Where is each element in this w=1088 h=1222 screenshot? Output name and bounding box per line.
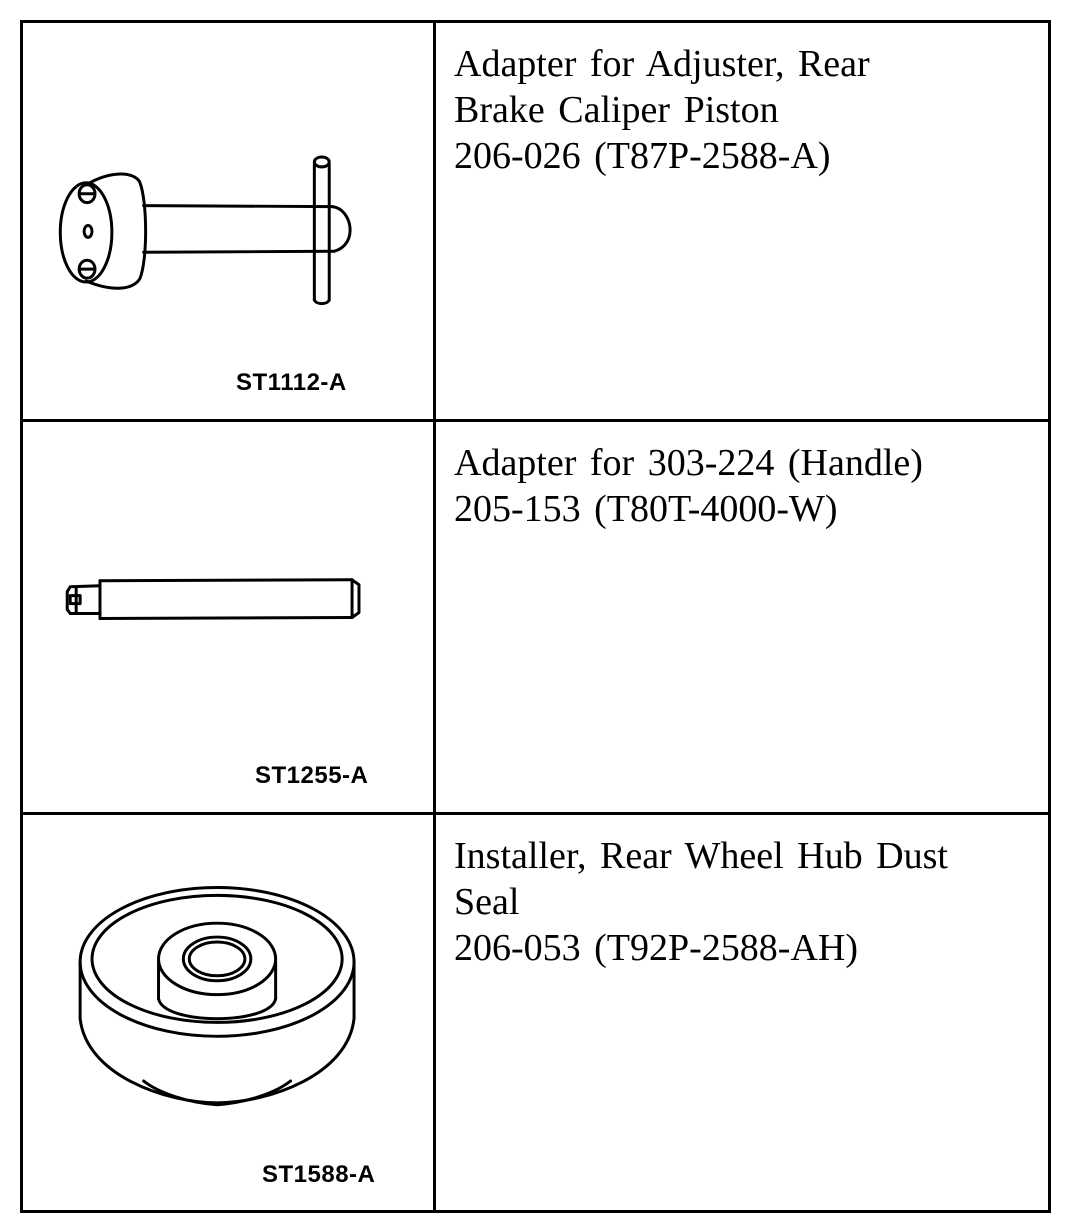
tool-illustration-cell xyxy=(22,814,435,1212)
description-line: Brake Caliper Piston xyxy=(454,89,779,131)
description-line: 205-153 (T80T-4000-W) xyxy=(454,488,838,530)
tool-row xyxy=(22,22,1050,421)
tool-row xyxy=(22,421,1050,814)
description-line: Seal xyxy=(454,881,520,923)
description-line: Installer, Rear Wheel Hub Dust xyxy=(454,835,948,877)
tool-description xyxy=(436,23,1048,179)
tool-row xyxy=(22,814,1050,1212)
description-line: Adapter for 303-224 (Handle) xyxy=(454,442,923,484)
tool-description-cell xyxy=(435,421,1050,814)
seal-installer-drawing xyxy=(23,815,433,1210)
tool-description-cell xyxy=(435,814,1050,1212)
figure-code-label: ST1112-A xyxy=(236,369,347,396)
tool-illustration-cell xyxy=(22,22,435,421)
tool-description-cell xyxy=(435,22,1050,421)
figure-code-label: ST1255-A xyxy=(255,762,369,789)
shaft-adapter-drawing xyxy=(23,422,433,812)
t-handle-adapter-drawing xyxy=(23,23,433,419)
description-line: 206-026 (T87P-2588-A) xyxy=(454,135,831,177)
tool-description xyxy=(436,422,1048,532)
tool-description xyxy=(436,815,1048,971)
description-line: Adapter for Adjuster, Rear xyxy=(454,43,870,85)
description-line: 206-053 (T92P-2588-AH) xyxy=(454,927,859,969)
figure-code-label: ST1588-A xyxy=(262,1161,376,1188)
special-tools-table xyxy=(20,20,1051,1213)
tool-illustration-cell xyxy=(22,421,435,814)
